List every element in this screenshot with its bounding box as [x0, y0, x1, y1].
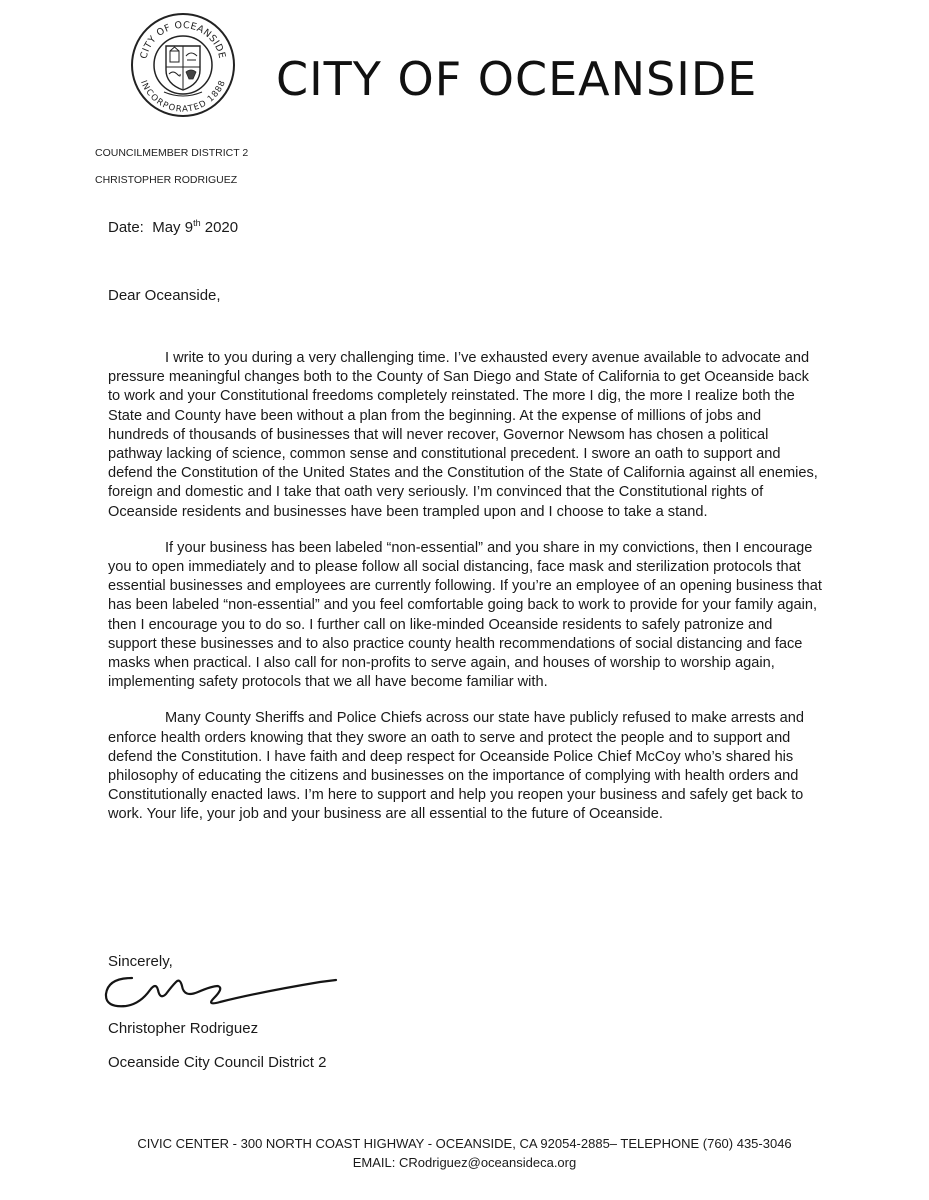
- signature-icon: [100, 968, 350, 1016]
- paragraph-2: If your business has been labeled “non-essential” and you share in my convictions, then I encourage you to open immediately and to please follow all social distancing, face mask and sterilization protocols that essential businesses and employees are currently following. If you’re an employee of an opening business that has been labeled “non-essential” and you feel comfortable going back to work to provide for your family again, then I encourage you to do so. I further call on like-minded Oceanside residents to safely patronize and support these businesses and to also practice county health recommendations of social distancing and face masks when practical. I also call for non-profits to serve again, and houses of worship to worship again, implementing safety protocols that we all have become familiar with.: [108, 539, 822, 691]
- footer-address: CIVIC CENTER - 300 NORTH COAST HIGHWAY - OCEANSIDE, CA 92054-2885– TELEPHONE (760) 435-3046: [137, 1136, 792, 1151]
- city-title: CITY OF OCEANSIDE: [276, 52, 758, 106]
- councilmember-role: COUNCILMEMBER DISTRICT 2: [95, 147, 249, 159]
- paragraph-3: Many County Sheriffs and Police Chiefs across our state have publicly refused to make arrests and enforce health orders knowing that they swore an oath to serve and protect the people and to support and defend the Constitution. I have faith and deep respect for Oceanside Police Chief McCoy who’s shared his philosophy of educating the citizens and businesses on the importance of complying with health orders and Constitutionally enacted laws. I’m here to support and help you reopen your business and safely get back to work. Your life, your job and your business are all essential to the future of Oceanside.: [108, 710, 804, 823]
- closing: Sincerely,: [108, 953, 173, 970]
- date-label: Date:: [108, 219, 144, 236]
- paragraph-1: I write to you during a very challenging time. I’ve exhausted every avenue available to advocate and pressure meaningful changes both to the County of San Diego and State of California to get Oceanside back to work and your Constitutional freedoms completely reinstated. The more I dig, the more I realize both the State and County have been without a plan from the beginning. At the expense of millions of jobs and hundreds of thousands of businesses that will never recover, Governor Newsom has chosen a political pathway lacking of science, common sense and constitutional precedent. I swore an oath to support and defend the Constitution of the United States and the Constitution of the State of California against all enemies, foreign and domestic and I take that oath very seriously. I’m convinced that the Constitutional rights of Oceanside residents and businesses have been trampled upon and I choose to take a stand.: [108, 350, 818, 520]
- signer-title: Oceanside City Council District 2: [108, 1054, 327, 1071]
- seal-top-text: CITY OF OCEANSIDE: [138, 19, 228, 61]
- footer-email: EMAIL: CRodriguez@oceansideca.org: [352, 1155, 577, 1170]
- date-suffix: th: [193, 218, 201, 228]
- footer: [0, 1134, 929, 1172]
- salutation: Dear Oceanside,: [108, 287, 221, 304]
- date-month-day: May 9: [152, 219, 194, 236]
- city-seal-icon: [130, 12, 236, 118]
- councilmember-block: [95, 140, 248, 194]
- date-year: 2020: [204, 219, 239, 236]
- signer-name: Christopher Rodriguez: [108, 1020, 259, 1037]
- councilmember-name: CHRISTOPHER RODRIGUEZ: [95, 174, 238, 186]
- letter-date: [108, 218, 238, 236]
- seal-bottom-text: INCORPORATED 1888: [138, 79, 228, 115]
- letter-body: [108, 349, 822, 842]
